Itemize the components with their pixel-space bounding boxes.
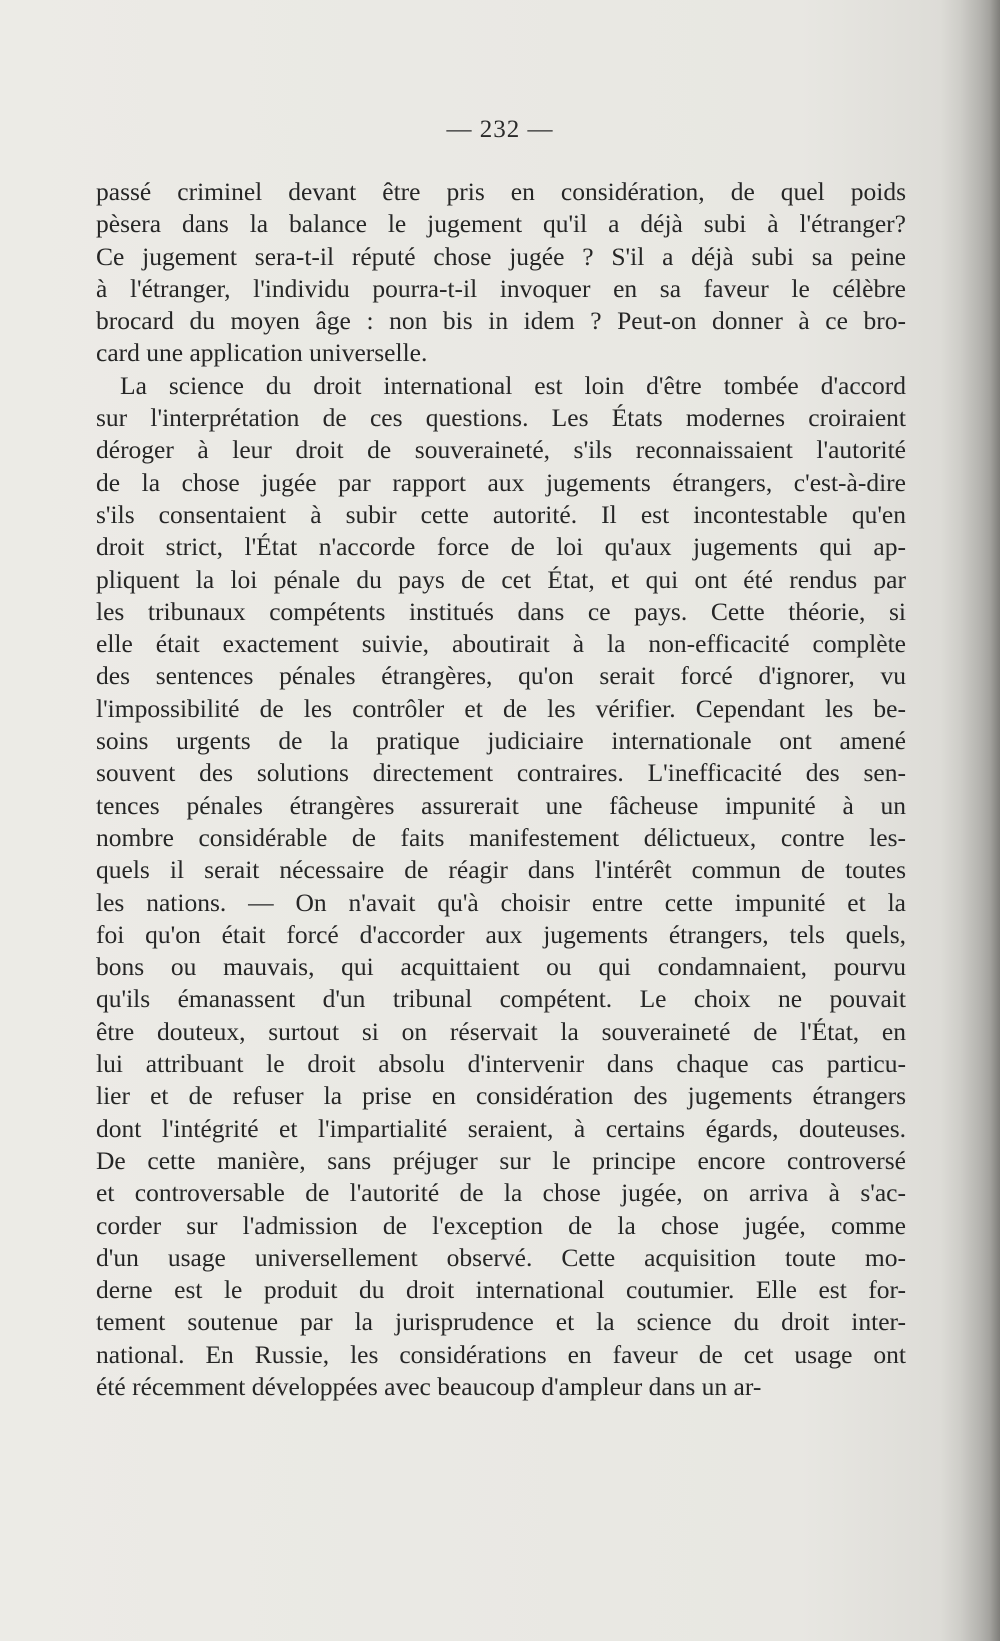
- text-line: pliquent la loi pénale du pays de cet État, et qui ont été rendus par: [96, 564, 906, 594]
- text-line: de la chose jugée par rapport aux jugements étrangers, c'est-à-dire: [96, 467, 906, 497]
- text-line: derne est le produit du droit international coutumier. Elle est for-: [96, 1275, 906, 1305]
- text-line: les nations. — On n'avait qu'à choisir entre cette impunité et la: [96, 887, 906, 917]
- text-line: qu'ils émanassent d'un tribunal compétent. Le choix ne pouvait: [96, 984, 906, 1014]
- text-line: corder sur l'admission de l'exception de la chose jugée, comme: [96, 1210, 906, 1240]
- text-line: été récemment développées avec beaucoup d'ampleur dans un ar-: [96, 1371, 762, 1401]
- text-line: foi qu'on était forcé d'accorder aux jugements étrangers, tels quels,: [96, 919, 906, 949]
- text-line: s'ils consentaient à subir cette autorité. Il est incontestable qu'en: [96, 499, 906, 529]
- text-line: lier et de refuser la prise en considération des jugements étrangers: [96, 1081, 906, 1111]
- text-line: Ce jugement sera-t-il réputé chose jugée ? S'il a déjà subi sa peine: [96, 241, 906, 271]
- text-line: national. En Russie, les considérations en faveur de cet usage ont: [96, 1339, 906, 1369]
- text-line: lui attribuant le droit absolu d'intervenir dans chaque cas particu-: [96, 1049, 906, 1079]
- text-line: bons ou mauvais, qui acquittaient ou qui condamnaient, pourvu: [96, 952, 906, 982]
- text-line: soins urgents de la pratique judiciaire internationale ont amené: [96, 726, 906, 756]
- page-number: — 232 —: [446, 116, 554, 143]
- text-line: brocard du moyen âge : non bis in idem ? Peut-on donner à ce bro-: [96, 306, 906, 336]
- text-line: tences pénales étrangères assurerait une fâcheuse impunité à un: [96, 790, 906, 820]
- text-line: déroger à leur droit de souveraineté, s'ils reconnaissaient l'autorité: [96, 435, 906, 465]
- text-line: sur l'interprétation de ces questions. Les États modernes croiraient: [96, 403, 906, 433]
- text-line: d'un usage universellement observé. Cette acquisition toute mo-: [96, 1242, 906, 1272]
- text-line: nombre considérable de faits manifestement délictueux, contre les-: [96, 822, 906, 852]
- text-line: droit strict, l'État n'accorde force de loi qu'aux jugements qui ap-: [96, 532, 906, 562]
- text-line: quels il serait nécessaire de réagir dans l'intérêt commun de toutes: [96, 855, 906, 885]
- text-line: card une application universelle.: [96, 338, 428, 368]
- text-line: les tribunaux compétents institués dans ce pays. Cette théorie, si: [96, 596, 906, 626]
- text-line: et controversable de l'autorité de la chose jugée, on arriva à s'ac-: [96, 1178, 906, 1208]
- text-line: des sentences pénales étrangères, qu'on serait forcé d'ignorer, vu: [96, 661, 906, 691]
- text-line: l'impossibilité de les contrôler et de les vérifier. Cependant les be-: [96, 693, 906, 723]
- page-edge-shadow: [960, 0, 1000, 1641]
- text-line: dont l'intégrité et l'impartialité seraient, à certains égards, douteuses.: [96, 1113, 906, 1143]
- text-line: être douteux, surtout si on réservait la souveraineté de l'État, en: [96, 1016, 906, 1046]
- text-line: elle était exactement suivie, aboutirait à la non-efficacité complète: [96, 629, 906, 659]
- text-line: De cette manière, sans préjuger sur le principe encore controversé: [96, 1145, 906, 1175]
- text-line: tement soutenue par la jurisprudence et la science du droit inter-: [96, 1307, 906, 1337]
- text-line: à l'étranger, l'individu pourra-t-il invoquer en sa faveur le célèbre: [96, 273, 906, 303]
- text-line: passé criminel devant être pris en considération, de quel poids: [96, 177, 906, 206]
- body-text: [96, 176, 906, 1403]
- text-line: pèsera dans la balance le jugement qu'il a déjà subi à l'étranger?: [96, 209, 906, 239]
- text-line: La science du droit international est loin d'être tombée d'accord: [120, 370, 906, 400]
- text-line: souvent des solutions directement contraires. L'inefficacité des sen-: [96, 758, 906, 788]
